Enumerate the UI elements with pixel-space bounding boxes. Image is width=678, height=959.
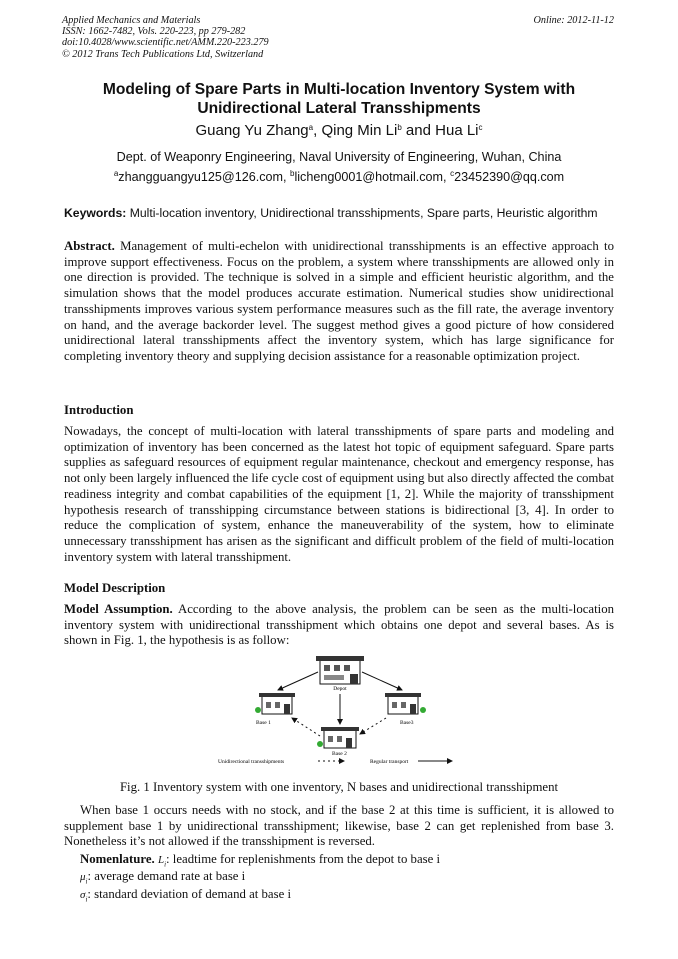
model-heading: Model Description	[64, 581, 166, 595]
author-1: Guang Yu Zhang	[195, 122, 309, 139]
base2-building-icon	[317, 727, 359, 748]
author-2: Qing Min Li	[321, 122, 398, 139]
email-1: zhangguangyu125@126.com,	[118, 170, 290, 184]
keywords-label: Keywords:	[64, 206, 127, 220]
introduction-text: Nowadays, the concept of multi-location with lateral transshipments of spare parts and modeling and optimization of inventory has been concerned as the latest hot topic of equipment safeguard. Spare parts supplies as safeguard resources of equipment regular maintenance, checkout and emergency response, has not only been largely influenced the life cycle cost of equipment using but also directly affected the combat readiness integrity and combat capabilities of the equipment [1, 2]. While the majority of transshipment hypothesis research of transshipping circumstance between stations is bidirectional [3, 4]. In order to reduce the complication of system, enhance the maneuverability of the system, how to eliminate unnecessary transshipment has arisen as the significant and difficult problem of the field of multi-location inventory system with lateral transshipment.	[64, 424, 614, 564]
abstract	[64, 239, 614, 365]
figure-caption: Fig. 1 Inventory system with one inventory, N bases and unidirectional transshipment	[119, 780, 559, 794]
base1-building-icon	[255, 693, 295, 714]
email-mark: a	[113, 169, 119, 178]
inventory-system-figure	[218, 652, 460, 770]
symbol-subscript: i	[85, 877, 88, 886]
nomenclature-label: Nomenlature.	[80, 852, 155, 866]
base2-to-base1-transship-arrow	[292, 718, 320, 736]
assumption-text: According to the above analysis, the problem can be seen as the multi-location inventory system with unidirectional transshipment which obtains one depot and several bases. As is shown in Fig. 1, the hypothesis is as follow:	[64, 602, 614, 648]
email-2: licheng0001@hotmail.com,	[294, 170, 451, 184]
model-assumption	[64, 602, 614, 649]
depot-building-icon	[316, 656, 364, 684]
title-line-2: Unidirectional Lateral Transshipments	[197, 100, 481, 117]
journal-header	[62, 15, 269, 60]
nomenclature-def-1: : leadtime for replenishments from the depot to base i	[166, 852, 441, 866]
symbol-sigma: σ	[80, 889, 86, 901]
symbol-subscript: i	[85, 895, 88, 904]
journal-name: Applied Mechanics and Materials	[62, 15, 201, 26]
affiliation: Dept. of Weaponry Engineering, Naval University of Engineering, Wuhan, China	[116, 150, 562, 164]
symbol-subscript: i	[164, 860, 167, 869]
email-mark: c	[450, 169, 455, 178]
author-1-affil-mark: a	[308, 123, 314, 132]
legend-regular-label: Regular transport	[370, 759, 409, 765]
legend-unidirectional-label: Unidirectional transshipments	[218, 759, 285, 765]
introduction-heading: Introduction	[64, 403, 134, 417]
copyright-line: © 2012 Trans Tech Publications Ltd, Switzerland	[62, 48, 264, 60]
base2-label: Base 2	[332, 751, 347, 757]
author-3: Hua Li	[435, 122, 479, 139]
nomenclature-def-2: : average demand rate at base i	[87, 869, 246, 883]
nomenclature-def-3: : standard deviation of demand at base i	[87, 887, 292, 901]
online-date: Online: 2012-11-12	[533, 15, 614, 26]
depot-to-base1-arrow	[278, 672, 318, 690]
base1-label: Base 1	[256, 720, 271, 726]
abstract-label: Abstract.	[64, 239, 115, 253]
issn-line: ISSN: 1662-7482, Vols. 220-223, pp 279-282	[62, 26, 246, 38]
author-list	[60, 122, 618, 139]
base3-building-icon	[385, 693, 426, 714]
author-3-affil-mark: c	[478, 123, 483, 132]
abstract-text: Management of multi-echelon with unidirectional transshipments is an effective approach to improve support effectiveness. Focus on the problem, a system where transshipments are allowed only in one direction is provided. The technique is solved in a simple and efficient heuristic algorithm, and the simulation shows that the model produces accurate estimation. Numerical studies show unidirectional transshipments improves various system performance measures such as the fill rate, the average inventory on hand, and the average backorder level. The suggest method gives a good picture of how considered unidirectional lateral transshipments affect the inventory system, which has large significance for completing inventory theory and supplying decision assistance for a reasonable optimization project.	[64, 239, 614, 363]
author-emails	[60, 170, 618, 184]
keywords-text: Multi-location inventory, Unidirectional transshipments, Spare parts, Heuristic algorithm	[126, 206, 598, 220]
symbol-L: L	[157, 854, 165, 866]
symbol-mu: μ	[80, 871, 86, 883]
email-3: 23452390@qq.com	[454, 170, 565, 184]
nomenclature-line-3	[80, 887, 291, 908]
keywords	[64, 206, 616, 220]
depot-label: Depot	[333, 686, 347, 692]
title-line-1: Modeling of Spare Parts in Multi-location Inventory System with	[102, 81, 576, 98]
depot-to-base3-arrow	[362, 672, 402, 690]
author-separator: ,	[313, 122, 322, 139]
base3-to-base2-transship-arrow	[360, 718, 386, 734]
author-separator: and	[401, 122, 436, 139]
base3-label: Base3	[400, 720, 414, 726]
email-mark: b	[290, 169, 295, 178]
transshipment-paragraph: When base 1 occurs needs with no stock, and if the base 2 at this time is sufficient, it is allowed to supplement base 1 by unidirectional transshipment; likewise, base 2 can get replenished from base 3. Nonetheless it’s not allowed if the transshipment is reversed.	[64, 803, 614, 849]
paper-title	[60, 80, 618, 118]
doi-line: doi:10.4028/www.scientific.net/AMM.220-223.279	[62, 37, 269, 49]
author-2-affil-mark: b	[397, 123, 402, 132]
assumption-label: Model Assumption.	[64, 602, 173, 616]
